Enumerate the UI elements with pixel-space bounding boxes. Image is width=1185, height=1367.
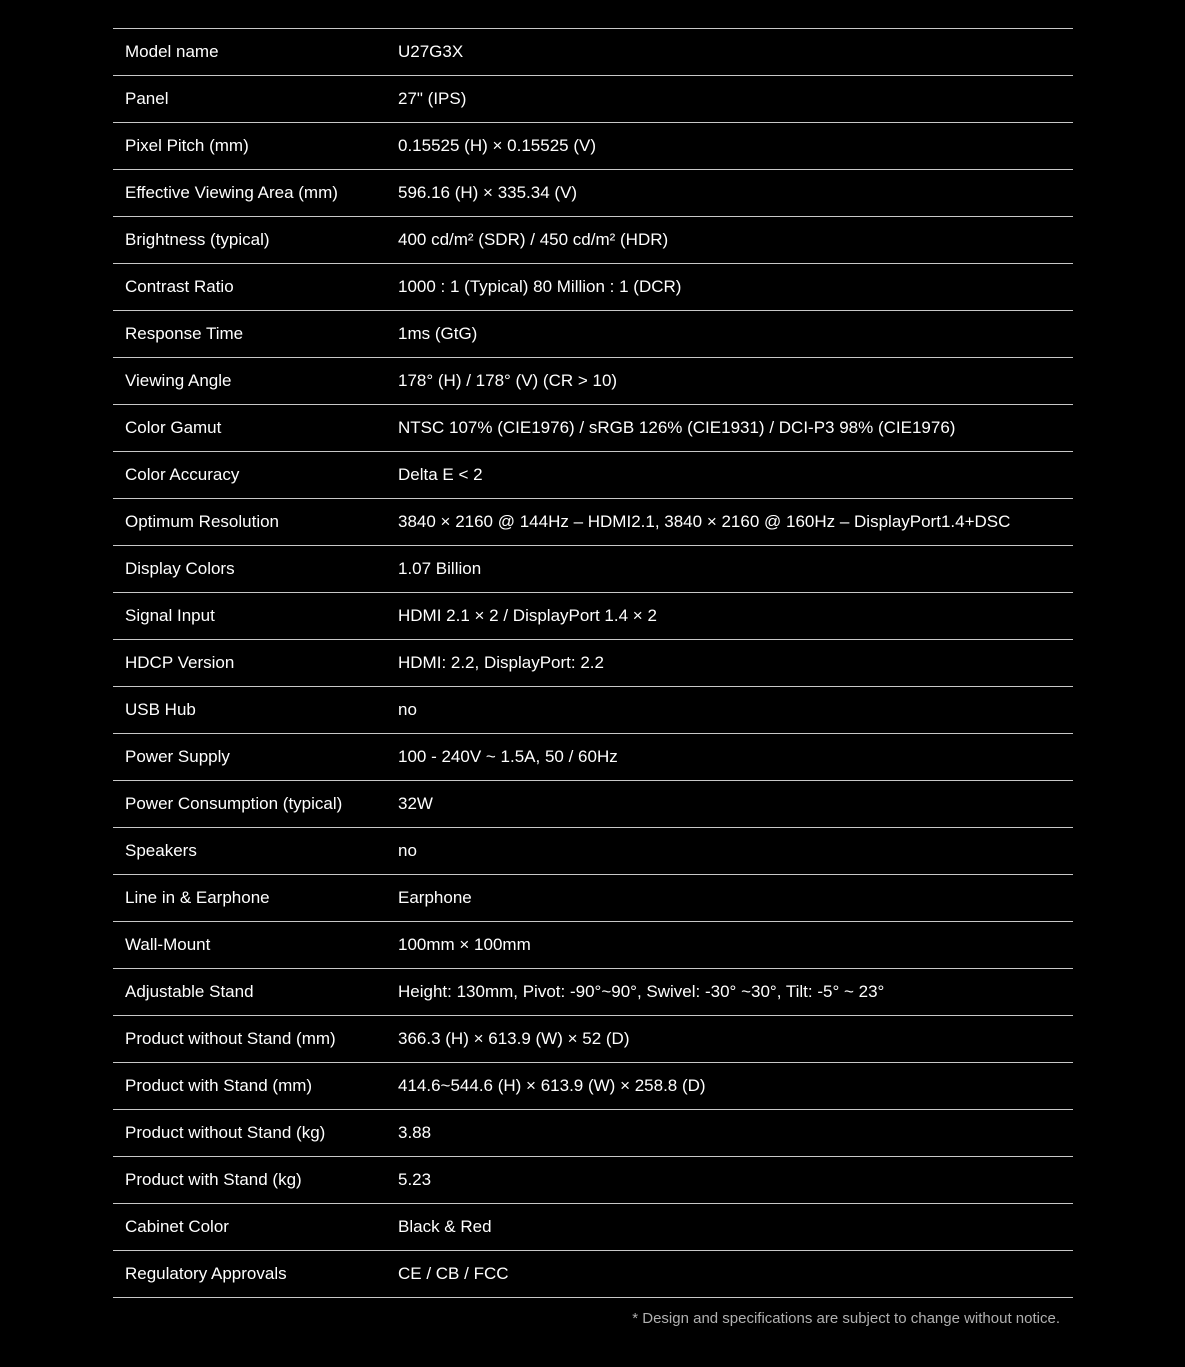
spec-row-product-without-stand-mm	[113, 1016, 1073, 1063]
spec-value: Height: 130mm, Pivot: -90°~90°, Swivel: -30° ~30°, Tilt: -5° ~ 23°	[398, 982, 885, 1001]
spec-label: Model name	[125, 42, 219, 61]
spec-label: Power Supply	[125, 747, 230, 766]
spec-row-brightness	[113, 217, 1073, 264]
spec-row-pixel-pitch	[113, 123, 1073, 170]
spec-label: Cabinet Color	[125, 1217, 229, 1236]
spec-label: USB Hub	[125, 700, 196, 719]
spec-row-signal-input	[113, 593, 1073, 640]
spec-value: 32W	[398, 794, 433, 813]
spec-value: 0.15525 (H) × 0.15525 (V)	[398, 136, 596, 155]
spec-value: U27G3X	[398, 42, 464, 61]
spec-value: CE / CB / FCC	[398, 1264, 509, 1283]
spec-value: 1000 : 1 (Typical) 80 Million : 1 (DCR)	[398, 277, 682, 296]
spec-row-panel	[113, 76, 1073, 123]
spec-value: 1.07 Billion	[398, 559, 482, 578]
spec-value: 3.88	[398, 1123, 432, 1142]
spec-row-cabinet-color	[113, 1204, 1073, 1251]
disclaimer-footnote: * Design and specifications are subject to change without notice.	[632, 1310, 1060, 1327]
spec-label: Pixel Pitch (mm)	[125, 136, 249, 155]
spec-label: Speakers	[125, 841, 197, 860]
spec-label: Product without Stand (mm)	[125, 1029, 336, 1048]
spec-row-product-without-stand-kg	[113, 1110, 1073, 1157]
spec-value: 178° (H) / 178° (V) (CR > 10)	[398, 371, 618, 390]
spec-row-power-supply	[113, 734, 1073, 781]
spec-row-viewing-area	[113, 170, 1073, 217]
spec-row-usb-hub	[113, 687, 1073, 734]
spec-value: Delta E < 2	[398, 465, 483, 484]
spec-row-hdcp-version	[113, 640, 1073, 687]
spec-value: Black & Red	[398, 1217, 492, 1236]
spec-row-response-time	[113, 311, 1073, 358]
spec-row-adjustable-stand	[113, 969, 1073, 1016]
spec-row-optimum-resolution	[113, 499, 1073, 546]
spec-label: Viewing Angle	[125, 371, 232, 390]
spec-row-wall-mount	[113, 922, 1073, 969]
spec-value: HDMI 2.1 × 2 / DisplayPort 1.4 × 2	[398, 606, 657, 625]
spec-label: HDCP Version	[125, 653, 235, 672]
spec-label: Panel	[125, 89, 169, 108]
spec-row-speakers	[113, 828, 1073, 875]
spec-label: Adjustable Stand	[125, 982, 254, 1001]
spec-label: Product without Stand (kg)	[125, 1123, 326, 1142]
spec-label: Response Time	[125, 324, 244, 343]
spec-label: Brightness (typical)	[125, 230, 270, 249]
spec-value: 100mm × 100mm	[398, 935, 531, 954]
spec-value: 5.23	[398, 1170, 432, 1189]
spec-value: 100 - 240V ~ 1.5A, 50 / 60Hz	[398, 747, 618, 766]
spec-label: Regulatory Approvals	[125, 1264, 287, 1283]
spec-label: Power Consumption (typical)	[125, 794, 343, 813]
spec-label: Line in & Earphone	[125, 888, 270, 907]
spec-row-line-in-earphone	[113, 875, 1073, 922]
spec-row-display-colors	[113, 546, 1073, 593]
spec-label: Product with Stand (mm)	[125, 1076, 313, 1095]
spec-value: no	[398, 700, 417, 719]
spec-label: Signal Input	[125, 606, 215, 625]
spec-value: no	[398, 841, 417, 860]
spec-value: 366.3 (H) × 613.9 (W) × 52 (D)	[398, 1029, 630, 1048]
spec-row-power-consumption	[113, 781, 1073, 828]
spec-row-model-name	[113, 29, 1073, 76]
spec-label: Color Accuracy	[125, 465, 240, 484]
spec-label: Optimum Resolution	[125, 512, 280, 531]
spec-row-contrast-ratio	[113, 264, 1073, 311]
spec-label: Display Colors	[125, 559, 235, 578]
spec-value: 3840 × 2160 @ 144Hz – HDMI2.1, 3840 × 2160 @ 160Hz – DisplayPort1.4+DSC	[398, 512, 1011, 531]
spec-row-regulatory-approvals	[113, 1251, 1073, 1298]
spec-label: Color Gamut	[125, 418, 222, 437]
spec-value: Earphone	[398, 888, 472, 907]
spec-row-color-gamut	[113, 405, 1073, 452]
spec-value: 1ms (GtG)	[398, 324, 478, 343]
spec-label: Contrast Ratio	[125, 277, 234, 296]
spec-value: 400 cd/m² (SDR) / 450 cd/m² (HDR)	[398, 230, 669, 249]
spec-label: Wall-Mount	[125, 935, 211, 954]
spec-value: 596.16 (H) × 335.34 (V)	[398, 183, 578, 202]
spec-row-product-with-stand-kg	[113, 1157, 1073, 1204]
spec-row-viewing-angle	[113, 358, 1073, 405]
spec-row-product-with-stand-mm	[113, 1063, 1073, 1110]
spec-label: Product with Stand (kg)	[125, 1170, 302, 1189]
spec-value: HDMI: 2.2, DisplayPort: 2.2	[398, 653, 604, 672]
spec-value: 27" (IPS)	[398, 89, 467, 108]
spec-table	[113, 28, 1073, 1298]
spec-row-color-accuracy	[113, 452, 1073, 499]
spec-value: NTSC 107% (CIE1976) / sRGB 126% (CIE1931) / DCI-P3 98% (CIE1976)	[398, 418, 956, 437]
spec-label: Effective Viewing Area (mm)	[125, 183, 338, 202]
spec-value: 414.6~544.6 (H) × 613.9 (W) × 258.8 (D)	[398, 1076, 706, 1095]
